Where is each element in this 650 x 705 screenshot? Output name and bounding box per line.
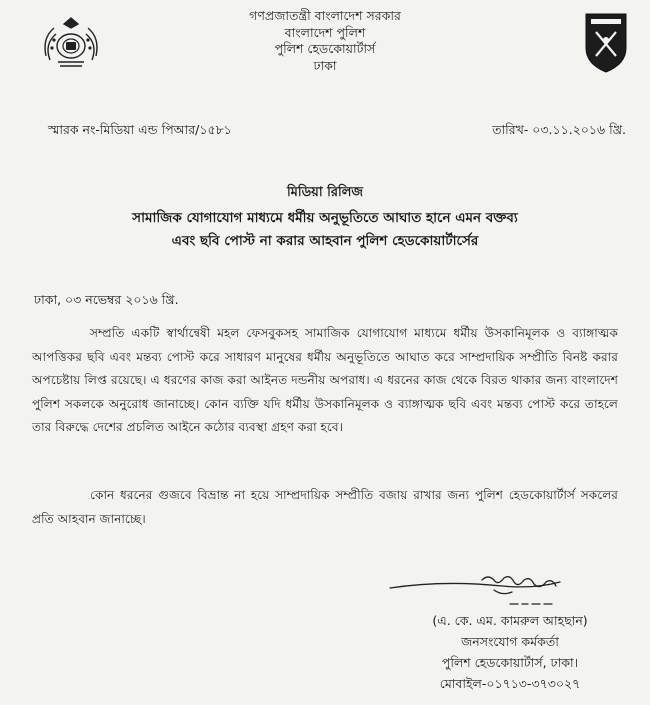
place-date: ঢাকা, ০৩ নভেম্বর ২০১৬ খ্রি. <box>34 292 179 307</box>
headline-line-1: সামাজিক যোগাযোগ মাধ্যমে ধর্মীয় অনুভূতিতে আঘাত হানে এমন বক্তব্য <box>132 210 518 226</box>
letterhead <box>175 8 475 74</box>
headline-line-2: এবং ছবি পোস্ট না করার আহবান পুলিশ হেডকোয়ার্টার্সের <box>171 233 479 249</box>
office-city: ঢাকা <box>313 57 337 73</box>
signatory-mobile: মোবাইল-০১৭১৩-৩৭৩০২৭ <box>439 676 581 691</box>
media-release-label: মিডিয়া রিলিজ <box>286 185 364 200</box>
signatory-name: (এ. কে. এম. কামরুল আহছান) <box>432 613 588 628</box>
body-paragraph-2: কোন ধরনের গুজবে বিভ্রান্ত না হয়ে সাম্প্রদায়িক সম্প্রীতি বজায় রাখার জন্য পুলিশ হেডকোয়ার্টার্স সকলের প্রতি আহবান জানাচ্ছে। <box>32 488 618 526</box>
body-paragraph-1: সম্প্রতি একটি স্বার্থান্বেষী মহল ফেসবুকসহ সামাজিক যোগাযোগ মাধ্যমে ধর্মীয় উসকানিমূলক ও ব্যাঙ্গাত্মক আপত্তিকর ছবি এবং মন্তব্য পোস্ট করে সাধারণ মানুষের ধর্মীয় অনুভূতিতে আঘাত করে সাম্প্রদায়িক সম্প্রীতি বিনষ্ট করার অপচেষ্টায় লিপ্ত রয়েছে। এ ধরণের কাজ করা আইনত দন্ডনীয় অপরাধ। এ ধরনের কাজ থেকে বিরত থাকার জন্য বাংলাদেশ পুলিশ সকলকে অনুরোধ জানাচ্ছে। কোন ব্যক্তি যদি ধর্মীয় উসকানিমূলক ও ব্যাঙ্গাত্মক ছবি এবং মন্তব্য পোস্ট করে তাহলে তার বিরুদ্ধে দেশের প্রচলিত আইনে কঠোর ব্যবস্থা গ্রহণ করা হবে। <box>32 326 618 435</box>
issue-date: তারিখ- ০৩.১১.২০১৬ খ্রি. <box>492 122 626 137</box>
signatory-office: পুলিশ হেডকোয়ার্টার্স, ঢাকা। <box>441 655 579 670</box>
office-name: পুলিশ হেডকোয়ার্টার্স <box>274 41 376 56</box>
signature-block <box>380 610 640 694</box>
shield-emblem-logo <box>584 12 628 74</box>
memo-number: স্মারক নং-মিডিয়া এন্ড পিআর/১৫৮১ <box>48 122 232 137</box>
department-name: বাংলাদেশ পুলিশ <box>284 24 366 40</box>
government-name: গণপ্রজাতন্ত্রী বাংলাদেশ সরকার <box>249 8 401 23</box>
signatory-title: জনসংযোগ কর্মকর্তা <box>461 634 559 649</box>
bangladesh-police-logo <box>40 16 102 72</box>
